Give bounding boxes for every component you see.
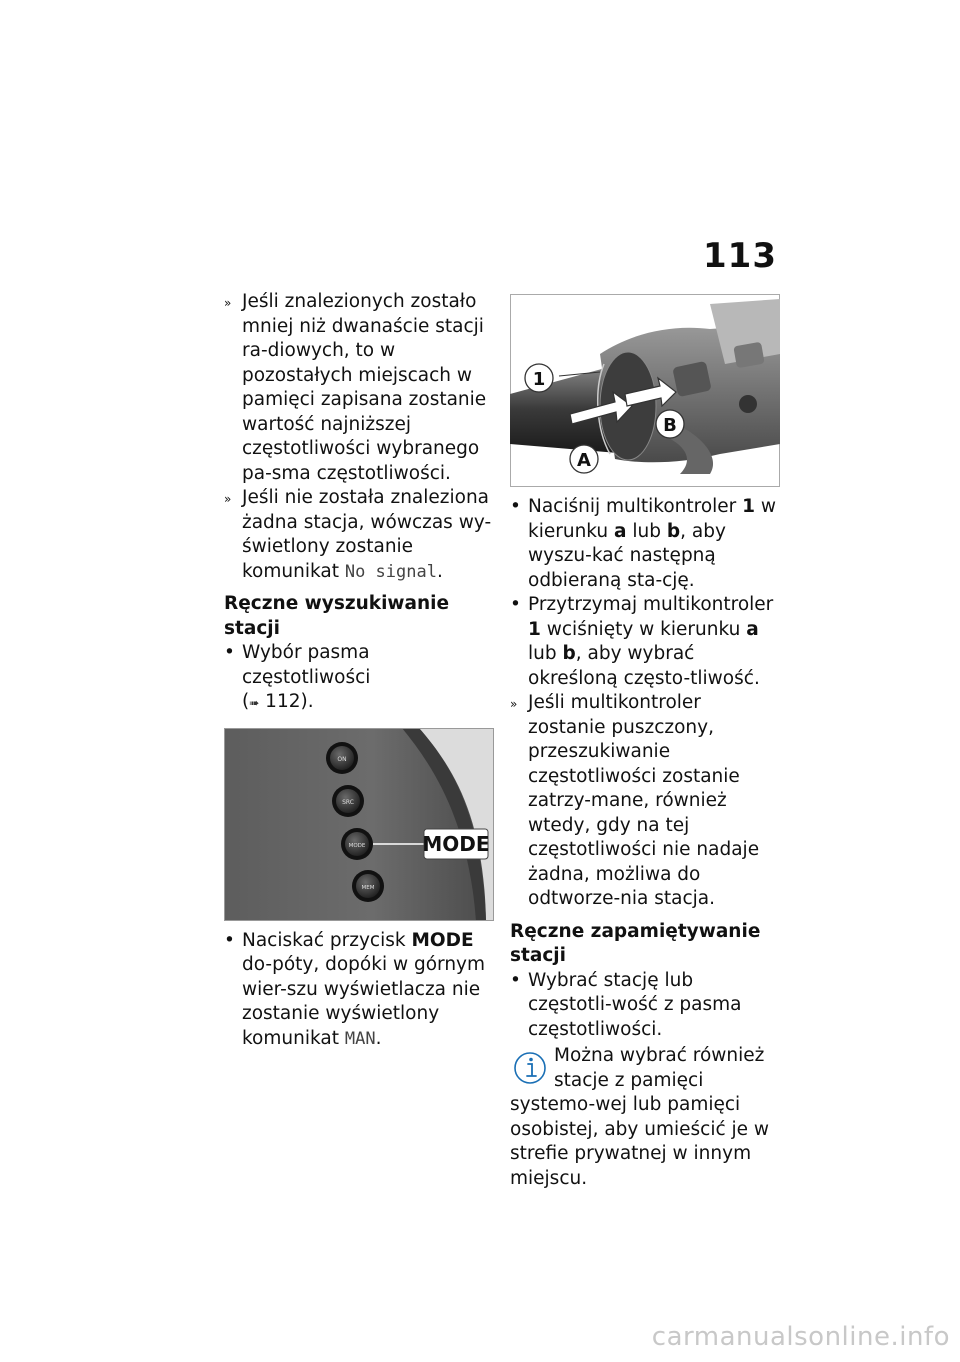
mode-button-reference: MODE [411,929,474,951]
step-text: do-póty, dopóki w górnym wier-szu wyświetlacza nie zostanie wyświetlony komunikat [242,954,486,1049]
ref-a: a [614,520,627,542]
watermark: carmanualsonline.info [651,1322,950,1352]
on-button-label: ON [337,755,347,763]
right-column [510,290,782,1191]
step-text: Wybór pasma częstotliwości [242,642,371,688]
section-heading: Ręczne wyszukiwanie stacji [224,593,450,639]
info-icon [510,1046,550,1086]
mode-button-label: MODE [348,842,366,849]
mem-button-label: MEM [361,884,375,891]
left-column [224,290,494,1051]
step-text: lub [528,643,563,664]
label-1: 1 [532,369,546,390]
result-marker: » [224,492,232,506]
punctuation: . [375,1027,382,1049]
display-message-man: MAN [344,1028,376,1049]
ref-a: a [746,618,759,640]
ref-b: b [666,520,681,542]
step-text: Wybrać stację lub częstotli-wość z pasma częstotliwości. [528,969,742,1040]
step-text: , aby wyszu-kać następną odbieraną sta-cję. [528,520,726,591]
step-text: lub [626,520,667,542]
bullet-marker: • [224,929,235,951]
step-text: Naciśnij multikontroler [528,496,743,517]
callout-label: MODE [422,831,490,856]
result-text: Jeśli nie została znaleziona żadna stacja, wówczas wy-świetlony zostanie komunikat [242,487,492,582]
step-text: Naciskać przycisk [242,929,412,951]
paren-open: ( [242,691,250,712]
page-reference[interactable] [242,690,494,716]
mode-button-photo [224,728,494,921]
paren-close: ). [300,691,314,712]
result-item [510,691,782,912]
bullet-marker: • [510,594,521,615]
result-marker: » [224,296,232,310]
label-a: A [577,450,591,471]
step-item [510,593,782,691]
section-heading: Ręczne zapamiętywanie stacji [510,920,761,966]
display-message-no-signal: No signal [344,561,437,582]
result-marker: » [510,697,518,711]
ref-1: 1 [528,618,541,640]
multicontroller-photo [510,294,782,487]
step-item [224,641,494,716]
step-item [224,929,494,1052]
page-number: 113 [703,236,777,276]
result-item [224,290,494,486]
ref-b: b [562,643,576,664]
punctuation: . [436,560,443,582]
step-text: wciśnięty w kierunku [540,618,747,640]
step-item [510,495,782,593]
step-text: w kierunku [528,496,777,542]
step-text: , aby wybrać określoną często-tliwość. [528,643,760,689]
bullet-marker: • [510,496,521,517]
src-button-label: SRC [342,798,354,806]
info-text: Można wybrać również stacje z pamięci systemo-wej lub pamięci osobistej, aby umieścić je w strefie prywatnej w innym miejscu. [510,1045,770,1189]
page-reference-arrow-icon: ➠ [249,696,260,710]
result-text: Jeśli multikontroler zostanie puszczony, przeszukiwanie częstotliwości zostanie zatrzy-mane, również wtedy, gdy na tej częstotliwości nie nadaje żadna, możliwa do odtworze-nia stacja. [528,692,760,909]
bullet-marker: • [224,642,235,663]
result-item [224,486,494,584]
label-b: B [663,415,677,436]
result-text: Jeśli znalezionych zostało mniej niż dwanaście stacji ra-diowych, to w pozostałych miejscach w pamięci zapisana zostanie wartość najniższej częstotliwości wybranego pa-sma częstotliwości. [242,291,487,484]
info-note [510,1044,782,1191]
page-reference-number: 112 [265,691,301,712]
ref-1: 1 [742,496,756,517]
step-text: Przytrzymaj multikontroler [528,594,774,615]
bullet-marker: • [510,969,521,991]
step-item [510,969,782,1043]
